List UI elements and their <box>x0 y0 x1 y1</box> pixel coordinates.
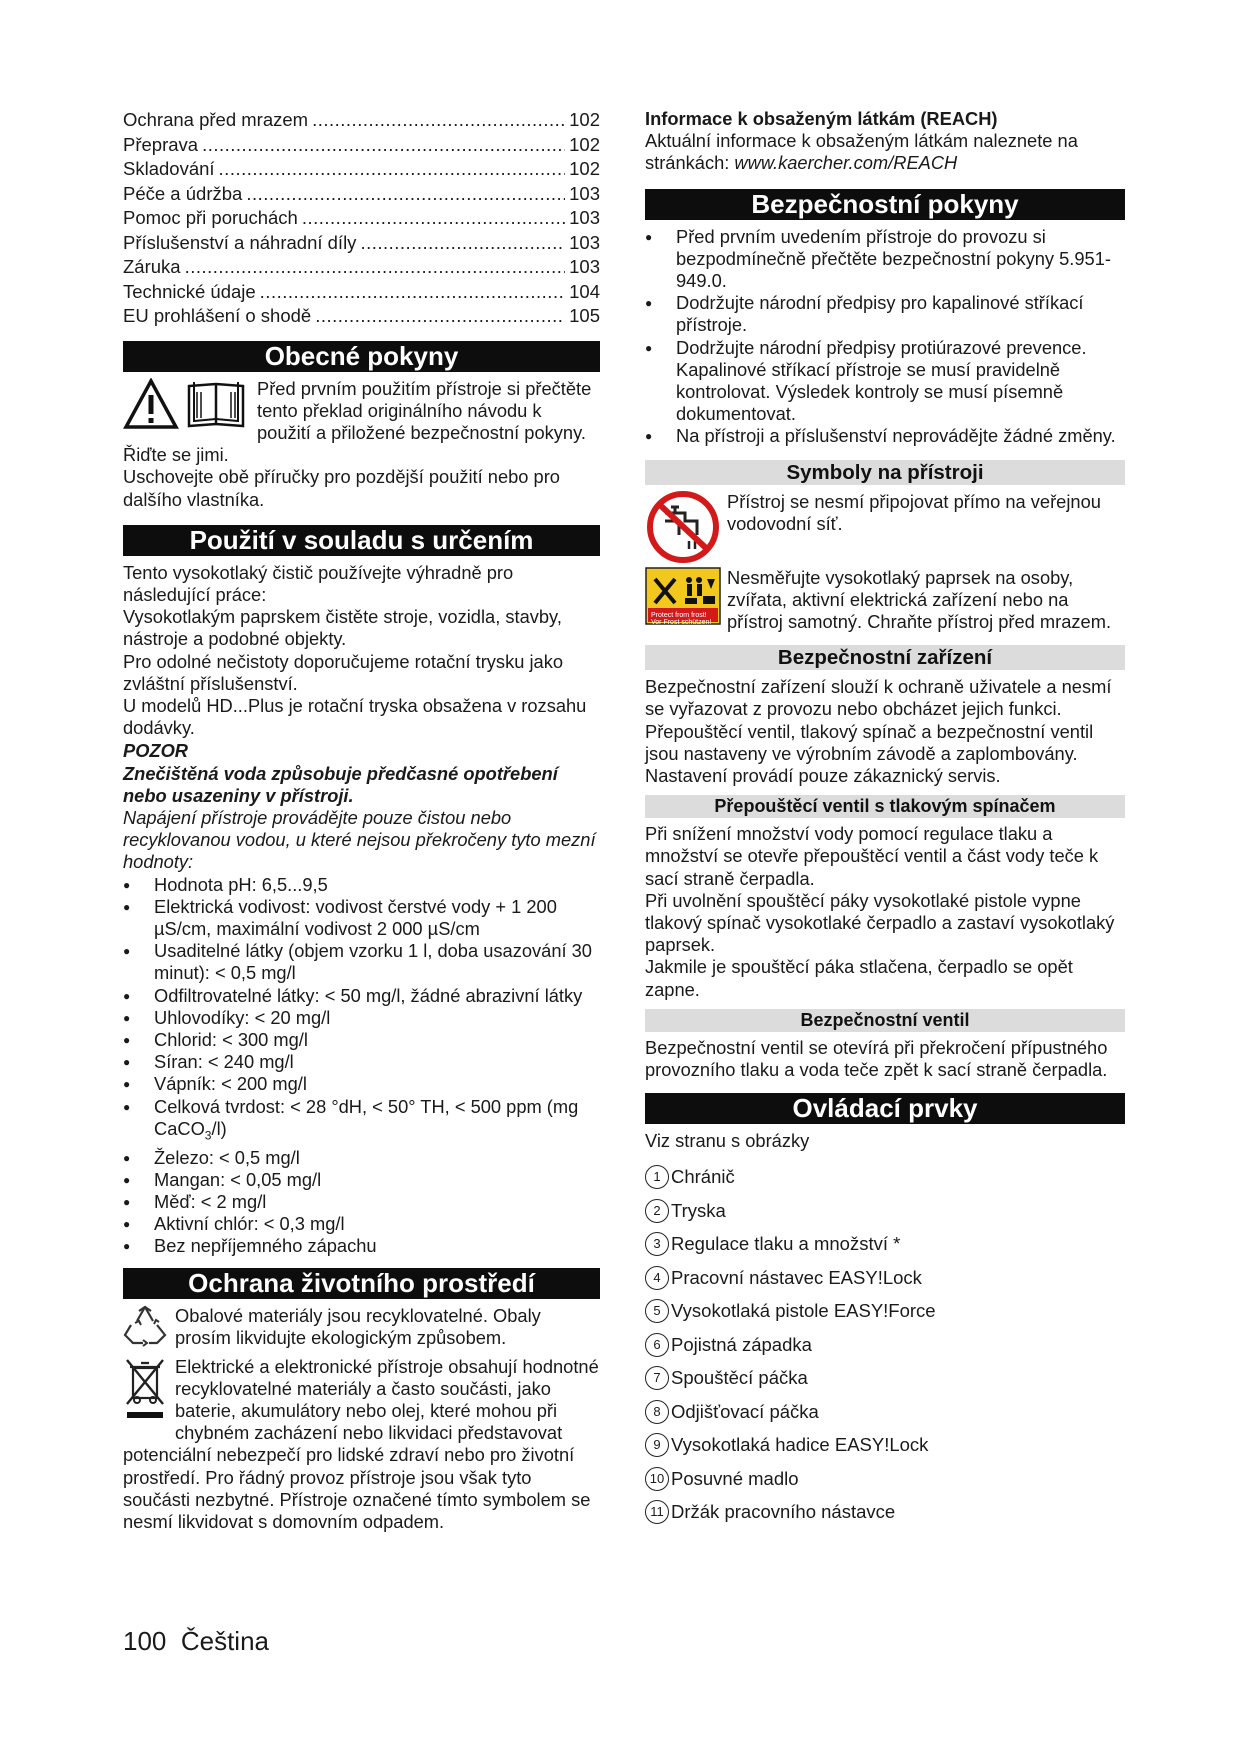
limit-item: ● Chlorid: < 300 mg/l <box>123 1029 600 1051</box>
safety-instructions-list <box>645 226 1125 448</box>
toc-row[interactable] <box>123 206 600 231</box>
limit-item: ● Železo: < 0,5 mg/l <box>123 1147 600 1169</box>
item-number-badge: 10 <box>645 1467 669 1491</box>
footer-language: Čeština <box>180 1626 269 1656</box>
toc-label: Ochrana před mrazem <box>123 109 309 130</box>
limit-item: ● Odfiltrovatelné látky: < 50 mg/l, žádné abrazivní látky <box>123 985 600 1007</box>
limit-item: ● Aktivní chlór: < 0,3 mg/l <box>123 1213 600 1235</box>
control-item <box>645 1328 1125 1362</box>
limit-item: ● Bez nepříjemného zápachu <box>123 1235 600 1257</box>
water-limits-list <box>123 874 600 1258</box>
frost-label-b: Vor Frost schützen! <box>651 618 712 626</box>
toc-row[interactable] <box>123 304 600 329</box>
warning-manual-icons <box>123 378 251 444</box>
limit-item: ● Měď: < 2 mg/l <box>123 1191 600 1213</box>
control-item <box>645 1295 1125 1329</box>
bezp-zarizeni-p1: Bezpečnostní zařízení slouží k ochraně uživatele a nesmí se vyřazovat z provozu nebo obcházet jejich funkci. <box>645 676 1112 720</box>
table-of-contents <box>123 108 600 329</box>
book-manual-icon <box>185 378 247 430</box>
control-item <box>645 1496 1125 1530</box>
toc-dots <box>312 108 565 133</box>
safety-item: ● Před prvním uvedením přístroje do provozu si bezpodmínečně přečtěte bezpečnostní pokyny 5.951-949.0. <box>645 226 1125 293</box>
toc-page: 102 <box>569 133 600 155</box>
weee-icon-wrap <box>123 1356 169 1427</box>
crossed-bin-icon <box>123 1356 167 1422</box>
symbol-2-text: Nesměřujte vysokotlaký paprsek na osoby, zvířata, aktivní elektrická zařízení nebo na přístroj samotný. Chraňte přístroj před mrazem. <box>727 566 1112 633</box>
item-number-badge: 2 <box>645 1199 669 1223</box>
section-heading-bezp-zarizeni: Bezpečnostní zařízení <box>645 645 1125 670</box>
toc-dots <box>185 255 566 280</box>
control-item-label: Držák pracovního nástavce <box>671 1501 896 1523</box>
toc-page: 102 <box>569 158 600 179</box>
limit-item: ● Síran: < 240 mg/l <box>123 1051 600 1073</box>
toc-dots <box>260 280 565 305</box>
bezp-zarizeni-p2: Přepouštěcí ventil, tlakový spínač a bezpečnostní ventil jsou nastaveny ve výrobním závodě a zaplombovány. Nastavení provádí pouze zákaznický servis. <box>645 720 1094 787</box>
toc-label: Technické údaje <box>123 280 256 302</box>
control-item-label: Posuvné madlo <box>671 1467 799 1489</box>
toc-page: 103 <box>569 182 600 204</box>
page-number: 100 <box>123 1626 167 1656</box>
toc-dots <box>302 206 565 231</box>
toc-row[interactable] <box>123 157 600 182</box>
pouziti-p1: Tento vysokotlaký čistič používejte výhradně pro následující práce: <box>123 561 514 605</box>
obecne-block <box>123 378 600 511</box>
toc-page: 103 <box>569 256 600 277</box>
toc-dots <box>246 182 565 207</box>
pozor-italic-text: Napájení přístroje provádějte pouze čistou nebo recyklovanou vodou, u které nejsou překročeny tyto mezní hodnoty: <box>123 806 596 873</box>
ochrana-p2: Elektrické a elektronické přístroje obsahují hodnotné recyklovatelné materiály a často součásti, jako baterie, akumulátory nebo olej, které mohou při chybném zacházení nebo likvidaci představovat potenciální nebezpečí pro lidské zdraví nebo pro životní prostředí. Pro řádný provoz přístroje jsou však tyto součásti nezbytné. Přístroje označené tímto symbolem se nesmí likvidovat s domovním odpadem. <box>123 1355 599 1533</box>
toc-dots <box>202 133 565 158</box>
prepousteci-p2: Při uvolnění spouštěcí páky vysokotlaké pistole vypne tlakový spínač vysokotlaké čerpadlo a zastaví vysokotlaký paprsek. <box>645 889 1115 956</box>
toc-label: Skladování <box>123 158 215 179</box>
control-item-label: Vysokotlaká hadice EASY!Lock <box>671 1434 929 1456</box>
pouziti-p3: Pro odolné nečistoty doporučujeme rotační trysku jako zvláštní příslušenství. <box>123 650 563 694</box>
section-heading-bezp-pokyny: Bezpečnostní pokyny <box>645 189 1125 220</box>
item-number-badge: 4 <box>645 1266 669 1290</box>
limit-item: ● Hodnota pH: 6,5...9,5 <box>123 874 600 896</box>
limit-item: ● Mangan: < 0,05 mg/l <box>123 1169 600 1191</box>
limit-item: ● Usaditelné látky (objem vzorku 1 l, doba usazování 30 minut): < 0,5 mg/l <box>123 940 600 984</box>
no-water-connection-icon <box>645 491 721 563</box>
pouziti-p4: U modelů HD...Plus je rotační tryska obsažena v rozsahu dodávky. <box>123 694 587 739</box>
control-item-label: Tryska <box>671 1199 726 1221</box>
toc-dots <box>219 157 566 182</box>
control-item <box>645 1228 1125 1262</box>
no-spray-icon-wrap <box>645 567 721 634</box>
pozor-bold-text: Znečištěná voda způsobuje předčasné opotřebení nebo usazeniny v přístroji. <box>123 762 558 806</box>
toc-label: Záruka <box>123 256 181 277</box>
control-item-label: Regulace tlaku a množství * <box>671 1233 901 1255</box>
pouziti-p2: Vysokotlakým paprskem čistěte stroje, vozidla, stavby, nástroje a podobné objekty. <box>123 606 562 650</box>
obecne-text-2: Uschovejte obě příručky pro pozdější použití nebo pro dalšího vlastníka. <box>123 466 560 510</box>
reach-text <box>645 130 1125 174</box>
item-number-badge: 7 <box>645 1366 669 1390</box>
limit-item: ● Celková tvrdost: < 28 °dH, < 50° TH, < 500 ppm (mg CaCO$_3$/l) <box>123 1096 600 1147</box>
symbol-row-1 <box>645 491 1125 563</box>
right-column <box>645 108 1125 1529</box>
item-number-badge: 1 <box>645 1165 669 1189</box>
toc-page: 102 <box>569 109 600 130</box>
bezp-ventil-p1: Bezpečnostní ventil se otevírá při překročení přípustného provozního tlaku a voda teče zpět k sací straně čerpadla. <box>645 1036 1108 1081</box>
control-item <box>645 1362 1125 1396</box>
toc-label: EU prohlášení o shodě <box>123 305 312 326</box>
left-column <box>123 108 600 1533</box>
toc-dots <box>315 304 565 329</box>
ochrana-p1: Obalové materiály jsou recyklovatelné. Obaly prosím likvidujte ekologickým způsobem. <box>175 1304 541 1348</box>
reach-title: Informace k obsaženým látkám (REACH) <box>645 108 998 129</box>
toc-page: 103 <box>569 207 600 228</box>
safety-item: ● Dodržujte národní předpisy protiúrazové prevence. Kapalinové stříkací přístroje se musí pravidelně kontrolovat. Výsledek kontroly se musí písemně dokumentovat. <box>645 337 1125 426</box>
pozor-label: POZOR <box>123 740 189 762</box>
toc-row[interactable] <box>123 280 600 305</box>
page-footer <box>123 1626 269 1657</box>
item-number-badge: 3 <box>645 1232 669 1256</box>
recycle-icon-wrap <box>123 1305 169 1352</box>
symbol-row-2 <box>645 567 1125 634</box>
control-item-label: Odjišťovací páčka <box>671 1400 819 1422</box>
control-item-label: Spouštěcí páčka <box>671 1367 808 1389</box>
toc-page: 103 <box>569 231 600 253</box>
section-heading-symboly: Symboly na přístroji <box>645 460 1125 485</box>
control-item <box>645 1395 1125 1429</box>
item-number-badge: 8 <box>645 1400 669 1424</box>
control-item-label: Pracovní nástavec EASY!Lock <box>671 1266 922 1288</box>
toc-row[interactable] <box>123 182 600 207</box>
limit-item: ● Vápník: < 200 mg/l <box>123 1073 600 1095</box>
toc-row[interactable] <box>123 133 600 158</box>
control-item-label: Vysokotlaká pistole EASY!Force <box>671 1300 936 1322</box>
control-item <box>645 1261 1125 1295</box>
control-item <box>645 1429 1125 1463</box>
safety-item: ● Na přístroji a příslušenství neprovádějte žádné změny. <box>645 425 1125 447</box>
control-item-label: Pojistná západka <box>671 1333 812 1355</box>
frost-label-a: Protect from frost! <box>651 611 707 619</box>
reach-text-span: Aktuální informace k obsaženým látkám naleznete na stránkách: <box>645 130 1078 174</box>
recycle-icon <box>123 1305 167 1347</box>
reach-link[interactable]: www.kaercher.com/REACH <box>734 152 958 174</box>
section-heading-ovladaci: Ovládací prvky <box>645 1093 1125 1124</box>
prepousteci-p3: Jakmile je spouštěcí páka stlačena, čerpadlo se opět zapne. <box>645 956 1073 1000</box>
ovladaci-intro: Viz stranu s obrázky <box>645 1130 810 1152</box>
control-item <box>645 1194 1125 1228</box>
toc-label: Přeprava <box>123 133 199 155</box>
item-number-badge: 11 <box>645 1500 669 1524</box>
toc-label: Příslušenství a náhradní díly <box>123 231 357 253</box>
controls-list <box>645 1161 1125 1530</box>
toc-row[interactable] <box>123 108 600 133</box>
section-heading-pouziti: Použití v souladu s určením <box>123 525 600 556</box>
toc-page: 105 <box>569 305 600 326</box>
section-heading-bezp-ventil: Bezpečnostní ventil <box>645 1009 1125 1032</box>
toc-label: Péče a údržba <box>123 182 243 204</box>
control-item-label: Chránič <box>671 1166 735 1188</box>
control-item <box>645 1161 1125 1195</box>
section-heading-ochrana: Ochrana životního prostředí <box>123 1268 600 1299</box>
item-number-badge: 6 <box>645 1333 669 1357</box>
section-heading-obecne: Obecné pokyny <box>123 341 600 372</box>
toc-page: 104 <box>569 280 600 302</box>
safety-item: ● Dodržujte národní předpisy pro kapalinové stříkací přístroje. <box>645 292 1125 336</box>
prepousteci-p1: Při snížení množství vody pomocí regulace tlaku a množství se otevře přepouštěcí ventil a část vody teče k sací straně čerpadla. <box>645 823 1099 889</box>
toc-dots <box>360 231 565 256</box>
ochrana-block <box>123 1305 600 1534</box>
control-item <box>645 1462 1125 1496</box>
toc-row[interactable] <box>123 231 600 256</box>
warning-triangle-icon <box>123 378 179 430</box>
limit-item: ● Elektrická vodivost: vodivost čerstvé vody + 1 200 µS/cm, maximální vodivost 2 000 µS/cm <box>123 896 600 940</box>
toc-label: Pomoc při poruchách <box>123 207 298 228</box>
symbol-1-text: Přístroj se nesmí připojovat přímo na veřejnou vodovodní síť. <box>727 490 1101 534</box>
item-number-badge: 9 <box>645 1433 669 1457</box>
obecne-text: Před prvním použitím přístroje si přečtěte tento překlad originálního návodu k použití a přiložené bezpečnostní pokyny. Řiďte se jimi. <box>123 377 592 466</box>
section-heading-prepousteci: Přepouštěcí ventil s tlakovým spínačem <box>645 795 1125 818</box>
toc-row[interactable] <box>123 255 600 280</box>
limit-item: ● Uhlovodíky: < 20 mg/l <box>123 1007 600 1029</box>
item-number-badge: 5 <box>645 1299 669 1323</box>
